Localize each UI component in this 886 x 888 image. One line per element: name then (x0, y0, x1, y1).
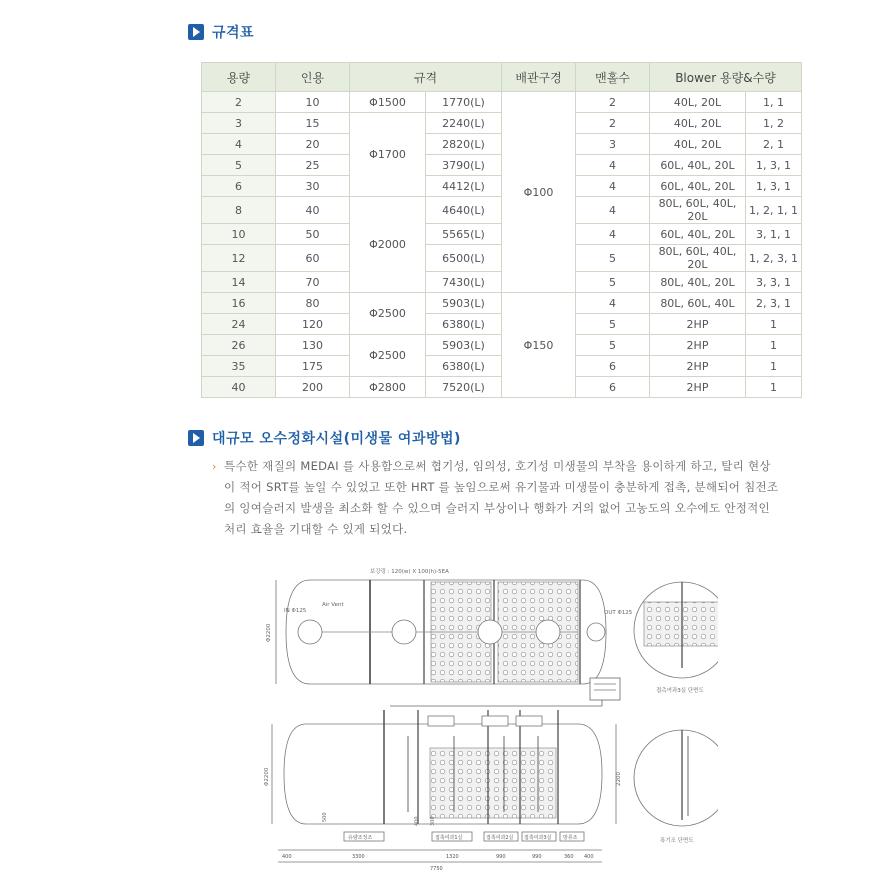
table-cell: Φ150 (502, 293, 576, 398)
table-cell: 40L, 20L (650, 134, 746, 155)
table-cell: 2240(L) (426, 113, 502, 134)
table-cell: 6500(L) (426, 245, 502, 272)
table-cell: 30 (276, 176, 350, 197)
table-cell: 2820(L) (426, 134, 502, 155)
table-cell: 4 (576, 293, 650, 314)
table-cell: 2, 1 (746, 134, 802, 155)
table-cell: 40 (276, 197, 350, 224)
table-cell: 5 (576, 245, 650, 272)
table-cell: 2HP (650, 335, 746, 356)
table-cell: 20 (276, 134, 350, 155)
table-cell: 6380(L) (426, 356, 502, 377)
table-cell: 1, 3, 1 (746, 176, 802, 197)
table-cell: 1 (746, 356, 802, 377)
table-cell: 4 (576, 176, 650, 197)
manhole-circle (478, 620, 502, 644)
header-cell: 규격 (350, 63, 502, 92)
table-cell: 5 (576, 335, 650, 356)
header-cell: 용량 (202, 63, 276, 92)
section-title-system (188, 428, 461, 448)
table-cell: Φ2500 (350, 335, 426, 377)
table-cell: 10 (276, 92, 350, 113)
table-cell: 80L, 40L, 20L (650, 272, 746, 293)
dim-400-label: 400 (414, 816, 420, 826)
table-cell: 1, 2 (746, 113, 802, 134)
table-cell: 2 (576, 92, 650, 113)
table-cell: 3, 1, 1 (746, 224, 802, 245)
inlet-label: IN Φ125 (284, 608, 307, 614)
chevron-right-icon: › (212, 460, 217, 473)
diameter-label: Φ2200 (266, 623, 272, 642)
table-cell: 2HP (650, 356, 746, 377)
table-cell: 4640(L) (426, 197, 502, 224)
table-cell: 4412(L) (426, 176, 502, 197)
table-cell: Φ2000 (350, 197, 426, 293)
manhole-circle (536, 620, 560, 644)
table-cell: Φ2800 (350, 377, 426, 398)
table-cell: 35 (202, 356, 276, 377)
table-cell: 120 (276, 314, 350, 335)
dimension-label: 990 (532, 854, 542, 860)
table-cell: 175 (276, 356, 350, 377)
table-cell: 2 (202, 92, 276, 113)
manhole-circle (298, 620, 322, 644)
table-cell: 8 (202, 197, 276, 224)
table-cell: 10 (202, 224, 276, 245)
table-cell: 16 (202, 293, 276, 314)
chamber-label: 접촉여과3실 (524, 835, 552, 841)
table-header-row (202, 63, 802, 92)
table-cell: 50 (276, 224, 350, 245)
table-cell: 40 (202, 377, 276, 398)
section-title-label: 규격표 (212, 25, 255, 41)
dimension-label: 1320 (446, 854, 459, 860)
table-cell: 7430(L) (426, 272, 502, 293)
table-cell: 200 (276, 377, 350, 398)
table-cell: 2 (576, 113, 650, 134)
dim-500-label: 500 (322, 812, 328, 822)
spec-table (201, 62, 802, 398)
table-cell: 1 (746, 335, 802, 356)
aeration-section-circle (634, 730, 718, 826)
filter-media-side (430, 748, 556, 818)
contact-section-label: 접촉여과3실 단면도 (656, 688, 704, 694)
table-cell: 3 (202, 113, 276, 134)
dimension-label: 3300 (352, 854, 365, 860)
dimension-label: 400 (282, 854, 292, 860)
table-cell: 2HP (650, 314, 746, 335)
table-cell: 15 (276, 113, 350, 134)
dimension-label: 360 (564, 854, 574, 860)
table-cell: 4 (576, 155, 650, 176)
table-cell: Φ2500 (350, 293, 426, 335)
table-cell: 80L, 60L, 40L, 20L (650, 245, 746, 272)
total-dimension-label: 7750 (430, 866, 443, 872)
table-cell: 26 (202, 335, 276, 356)
table-cell: 3 (576, 134, 650, 155)
section-title-spec (188, 22, 254, 42)
header-cell: 맨홀수 (576, 63, 650, 92)
header-cell: Blower 용량&수량 (650, 63, 802, 92)
table-cell: 6 (576, 377, 650, 398)
table-cell: 80L, 60L, 40L (650, 293, 746, 314)
manhole-circle (392, 620, 416, 644)
table-cell: 60 (276, 245, 350, 272)
table-cell: 5903(L) (426, 335, 502, 356)
table-cell: 3, 3, 1 (746, 272, 802, 293)
table-cell: 60L, 40L, 20L (650, 224, 746, 245)
table-cell: 7520(L) (426, 377, 502, 398)
description-text: 특수한 재질의 MEDAI 를 사용함으로써 협기성, 임의성, 호기성 미생물의 부착을 용이하게 하고, 탈리 현상이 적어 SRT를 높일 수 있었고 또한 HRT 를 높임으로써 유기물과 미생물이 충분하게 접촉, 분해되어 침전조의 잉여슬러지 발생을 최소화 할 수 있으며 슬러지 부상이나 행화가 거의 없어 고농도의 오수에도 안정적인 처리 효율을 기대할 수 있게 되었다. (224, 459, 779, 536)
table-cell: 3790(L) (426, 155, 502, 176)
outlet-circle (587, 623, 605, 641)
height-label: 2200 (616, 772, 622, 786)
reinforce-ring-note: 보강링 : 120(w) X 100(h)-5EA (370, 569, 449, 575)
table-row (202, 293, 802, 314)
table-cell: 1, 3, 1 (746, 155, 802, 176)
table-cell: 5 (576, 314, 650, 335)
table-cell: 40L, 20L (650, 92, 746, 113)
blower-box (590, 678, 620, 700)
outlet-label: OUT Φ125 (604, 610, 633, 616)
aeration-section-label: 폭기조 단면도 (660, 838, 694, 844)
table-cell: 1 (746, 314, 802, 335)
table-cell: Φ1500 (350, 92, 426, 113)
table-cell: 12 (202, 245, 276, 272)
table-cell: 5 (202, 155, 276, 176)
table-cell: 5 (576, 272, 650, 293)
table-cell: 130 (276, 335, 350, 356)
dimension-label: 990 (496, 854, 506, 860)
chamber-label: 접촉여과1실 (435, 835, 463, 841)
table-cell: 60L, 40L, 20L (650, 155, 746, 176)
table-cell: 1 (746, 377, 802, 398)
table-cell: 6 (202, 176, 276, 197)
table-cell: 5903(L) (426, 293, 502, 314)
table-cell: 80 (276, 293, 350, 314)
chamber-label: 접촉여과2실 (486, 835, 514, 841)
diameter-label: Φ2200 (264, 767, 270, 786)
table-cell: 4 (576, 197, 650, 224)
table-row (202, 92, 802, 113)
table-cell: 5565(L) (426, 224, 502, 245)
header-cell: 인용 (276, 63, 350, 92)
table-cell: 14 (202, 272, 276, 293)
table-cell: 25 (276, 155, 350, 176)
dim-300-label: 300 (430, 816, 436, 826)
table-cell: 1, 1 (746, 92, 802, 113)
table-cell: 1770(L) (426, 92, 502, 113)
table-cell: 6 (576, 356, 650, 377)
table-cell: 70 (276, 272, 350, 293)
table-cell: 60L, 40L, 20L (650, 176, 746, 197)
table-cell: Φ100 (502, 92, 576, 293)
chamber-label: 유량조정조 (348, 835, 373, 841)
dimension-label: 400 (584, 854, 594, 860)
table-cell: 6380(L) (426, 314, 502, 335)
air-vent-label: Air Vent (322, 602, 344, 608)
table-cell: 1, 2, 1, 1 (746, 197, 802, 224)
table-cell: 2, 3, 1 (746, 293, 802, 314)
tank-drawing (258, 560, 718, 880)
table-cell: 80L, 60L, 40L, 20L (650, 197, 746, 224)
table-cell: Φ1700 (350, 113, 426, 197)
table-cell: 24 (202, 314, 276, 335)
arrow-bullet-icon (188, 24, 204, 40)
header-cell: 배관구경 (502, 63, 576, 92)
table-cell: 40L, 20L (650, 113, 746, 134)
section-title-label: 대규모 오수정화시설(미생물 여과방법) (212, 431, 461, 447)
table-cell: 1, 2, 3, 1 (746, 245, 802, 272)
arrow-bullet-icon (188, 430, 204, 446)
table-cell: 4 (576, 224, 650, 245)
table-cell: 4 (202, 134, 276, 155)
table-cell: 2HP (650, 377, 746, 398)
chamber-label: 방류조 (563, 835, 578, 841)
